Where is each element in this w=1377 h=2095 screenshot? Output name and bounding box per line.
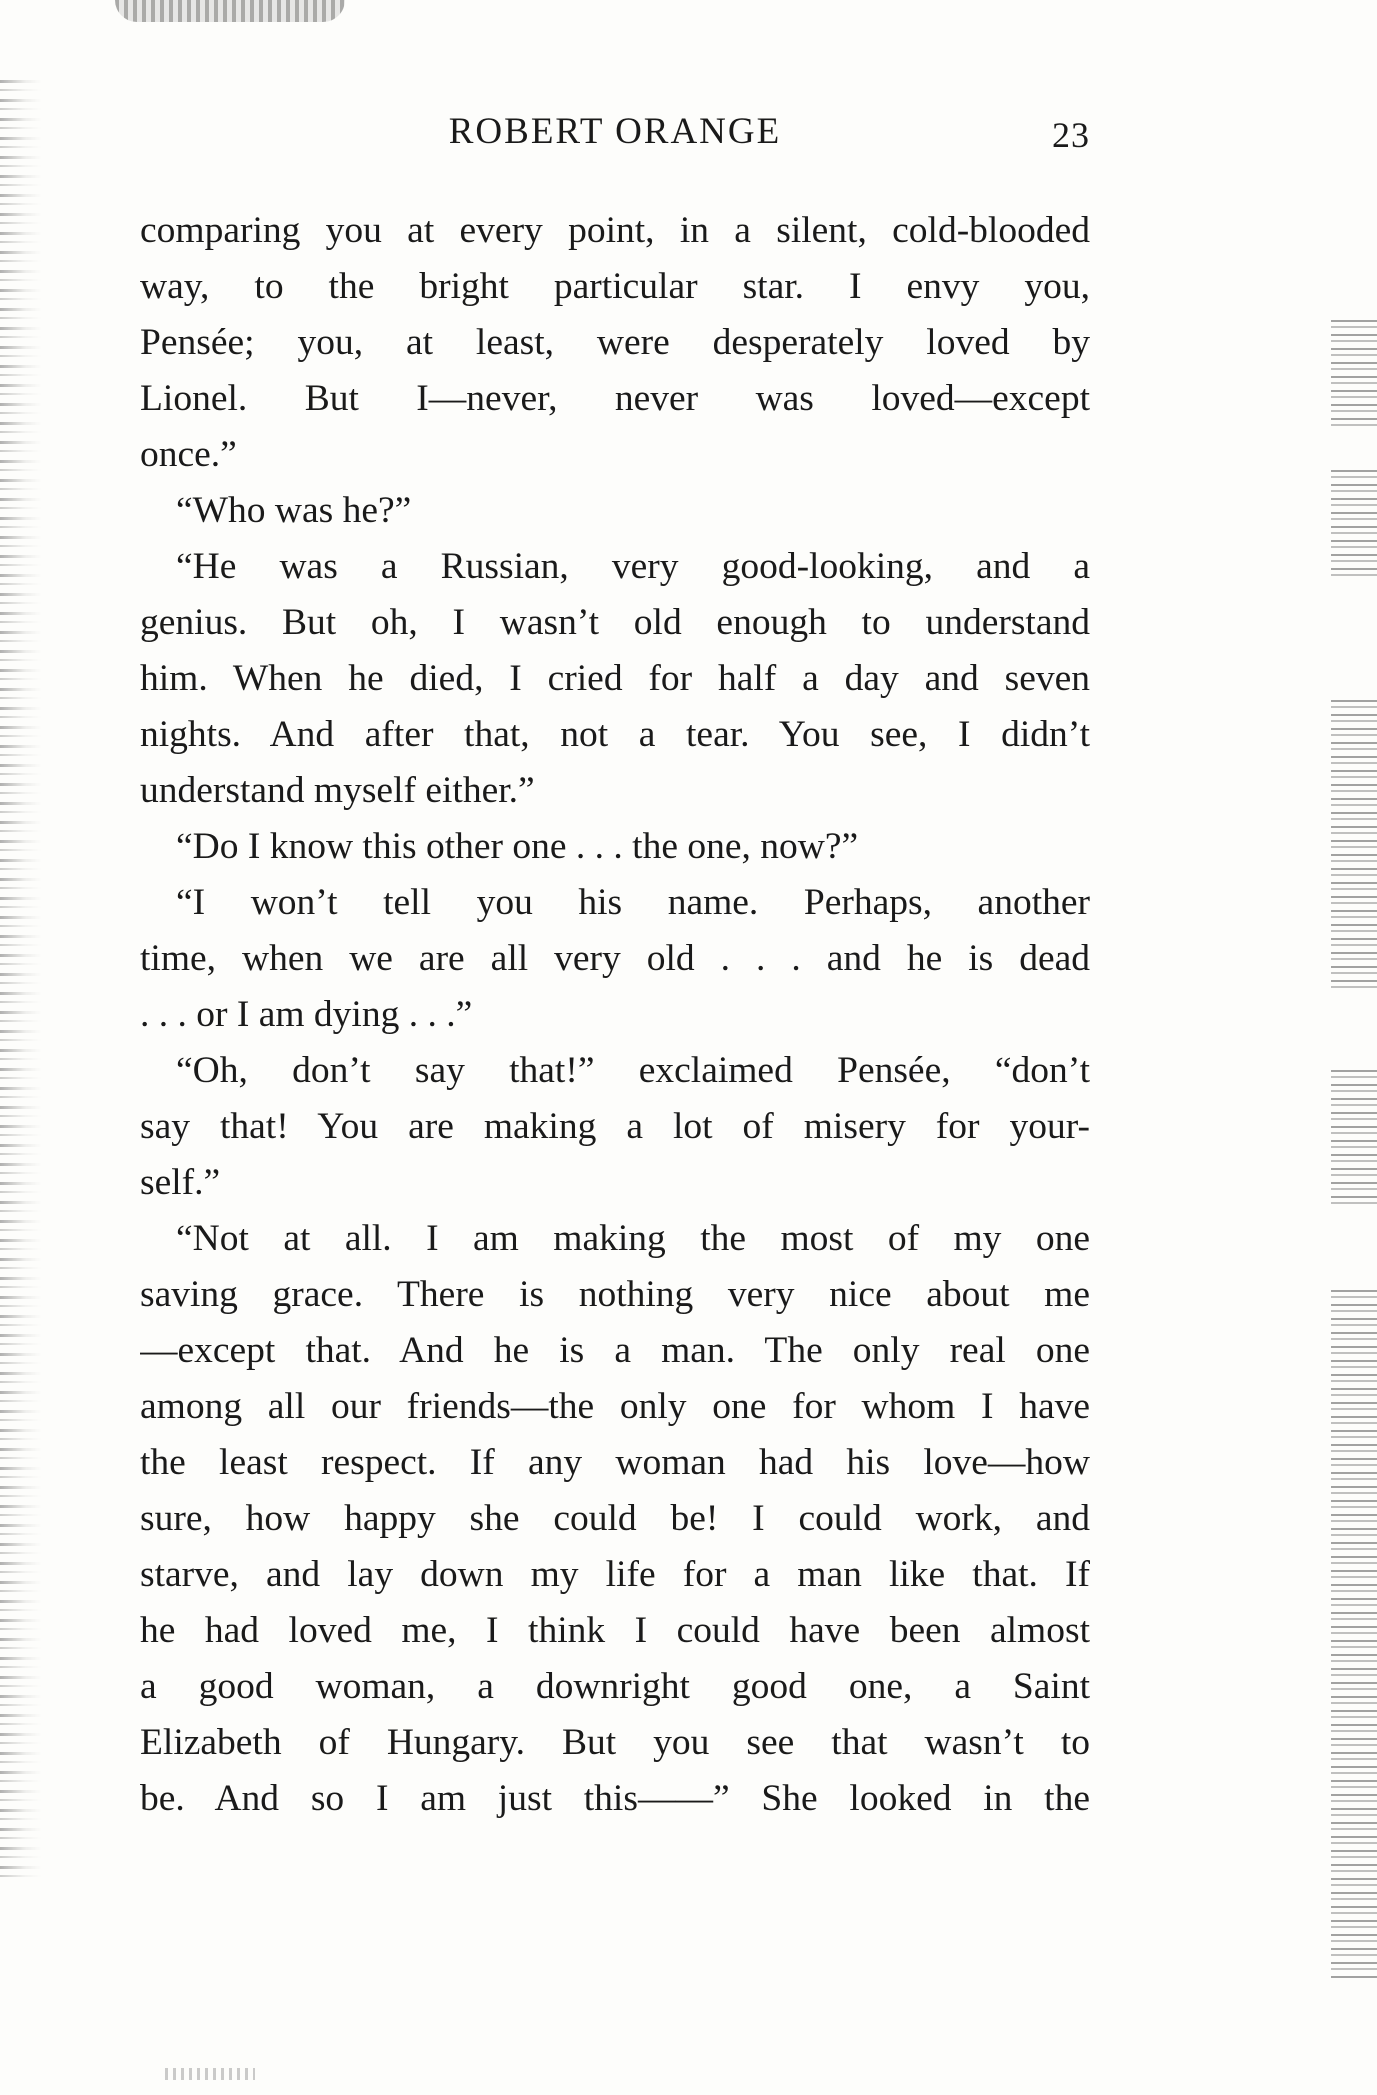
text-line: Elizabeth of Hungary. But you see that wasn’t to [140,1722,1090,1763]
text-line: “Not at all. I am making the most of my one [176,1218,1090,1259]
page-number: 23 [1052,115,1090,155]
scan-edge-right [1331,700,1377,990]
text-line: among all our friends—the only one for whom I have [140,1386,1090,1427]
text-line: self.” [140,1162,221,1203]
text-line: understand myself either.” [140,770,535,811]
text-line: the least respect. If any woman had his love—how [140,1442,1090,1483]
scan-edge-left [0,80,42,1880]
text-line: —except that. And he is a man. The only real one [140,1330,1090,1371]
text-line: “He was a Russian, very good-looking, and a [176,546,1090,587]
text-line: he had loved me, I think I could have been almost [140,1610,1090,1651]
scan-edge-right [1331,320,1377,430]
body-text [140,203,1090,1827]
text-line: . . . or I am dying . . .” [140,994,473,1035]
text-line: time, when we are all very old . . . and he is dead [140,938,1090,979]
running-title: ROBERT ORANGE [448,111,782,152]
text-line: say that! You are making a lot of misery for your- [140,1106,1090,1147]
text-line: “Do I know this other one . . . the one, now?” [176,826,859,867]
text-line: “I won’t tell you his name. Perhaps, another [176,882,1090,923]
text-line: be. And so I am just this——” She looked in the [140,1778,1090,1819]
text-line: comparing you at every point, in a silent, cold-blooded [140,210,1090,251]
scan-edge-right [1331,1290,1377,1980]
text-line: a good woman, a downright good one, a Saint [140,1666,1090,1707]
scan-edge-right [1331,470,1377,580]
running-header [140,110,1090,160]
text-line: saving grace. There is nothing very nice about me [140,1274,1090,1315]
text-line: genius. But oh, I wasn’t old enough to understand [140,602,1090,643]
text-line: sure, how happy she could be! I could work, and [140,1498,1090,1539]
text-line: once.” [140,434,237,475]
text-line: Pensée; you, at least, were desperately loved by [140,322,1090,363]
text-line: nights. And after that, not a tear. You see, I didn’t [140,714,1090,755]
text-line: way, to the bright particular star. I envy you, [140,266,1090,307]
text-line: “Oh, don’t say that!” exclaimed Pensée, “don’t [176,1050,1090,1091]
scan-smudge [115,0,345,22]
text-line: him. When he died, I cried for half a day and seven [140,658,1090,699]
text-line: starve, and lay down my life for a man like that. If [140,1554,1090,1595]
scan-smudge [165,2068,255,2080]
scan-edge-right [1331,1070,1377,1210]
text-line: “Who was he?” [176,490,412,531]
text-line: Lionel. But I—never, never was loved—except [140,378,1090,419]
